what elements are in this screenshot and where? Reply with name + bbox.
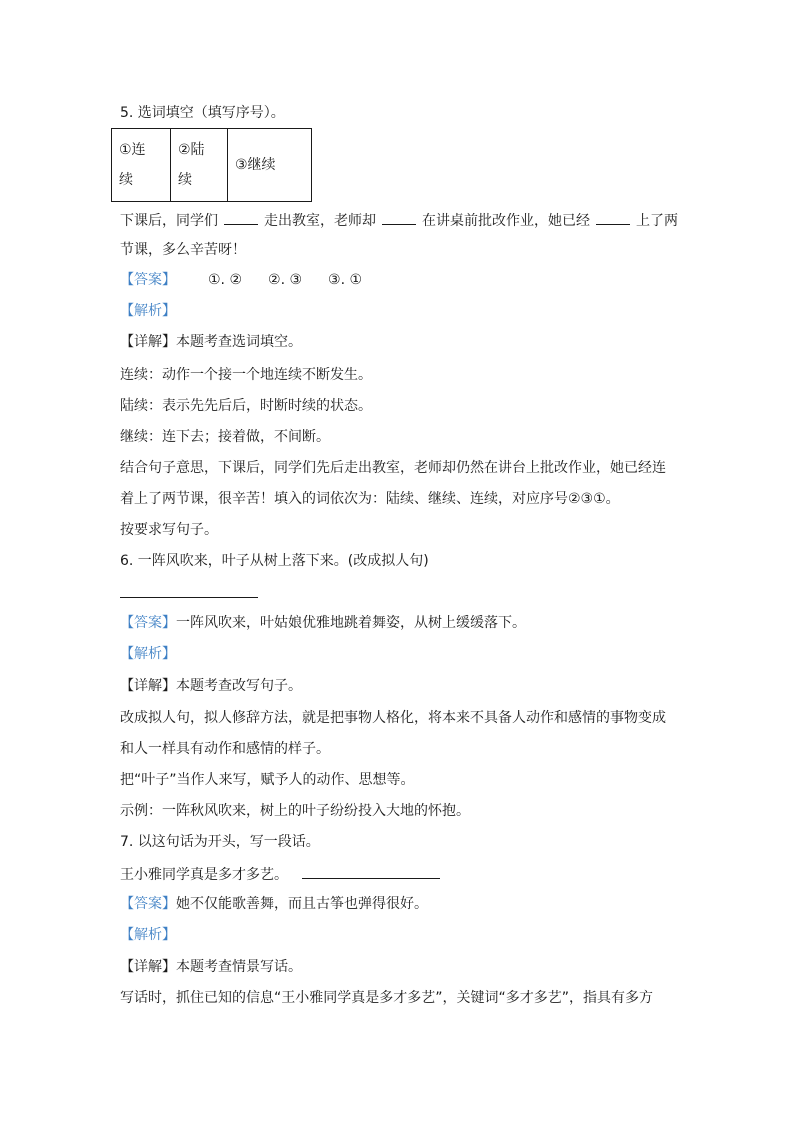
analysis-tag: 【解析】 [120, 927, 176, 943]
answer-tag: 【答案】 [120, 272, 176, 288]
question-6-answer [120, 613, 526, 633]
word-choice-table [111, 128, 312, 202]
choice-1: ①连续 [119, 142, 146, 188]
question-6-title: 6. 一阵风吹来，叶子从树上落下来。(改成拟人句) [120, 553, 429, 569]
detail-tag: 【详解】 [120, 678, 176, 694]
answer-blank-3[interactable] [596, 209, 630, 225]
detail-tag: 【详解】 [120, 959, 176, 975]
question-7-prompt [120, 863, 440, 883]
prompt-text: 王小雅同学真是多才多艺。 [120, 867, 288, 883]
explanation-line: 着上了两节课，很辛苦！填入的词依次为：陆续、继续、连续，对应序号②③①。 [120, 491, 620, 507]
choice-2: ②陆续 [178, 142, 205, 188]
explanation-line: 按要求写句子。 [120, 522, 218, 538]
analysis-tag: 【解析】 [120, 303, 176, 319]
answer-tag: 【答案】 [120, 896, 176, 912]
detail-tag: 【详解】 [120, 334, 176, 350]
question-5-detail [120, 332, 302, 352]
choice-cell-3 [228, 129, 312, 202]
question-6-answer-blank-line [120, 582, 258, 602]
detail-text: 本题考查选词填空。 [176, 334, 302, 350]
answer-option-3: ③. ① [328, 272, 363, 288]
explanation-line: 把“叶子”当作人来写，赋予人的动作、思想等。 [120, 772, 415, 788]
sentence-part-4: 上了两 [636, 213, 678, 229]
question-7-title: 7. 以这句话为开头，写一段话。 [120, 834, 320, 850]
explanation-line: 写话时，抓住已知的信息“王小雅同学真是多才多艺”，关键词“多才多艺”，指具有多方 [120, 990, 654, 1006]
explanation-line: 和人一样具有动作和感情的样子。 [120, 741, 330, 757]
sentence-part-2: 走出教室，老师却 [264, 213, 376, 229]
question-5-title: 5. 选词填空（填写序号）。 [120, 105, 285, 121]
explanation-line: 继续：连下去；接着做，不间断。 [120, 429, 330, 445]
answer-blank-1[interactable] [224, 209, 258, 225]
explanation-line: 改成拟人句，拟人修辞方法，就是把事物人格化，将本来不具备人动作和感情的事物变成 [120, 710, 666, 726]
answer-blank[interactable] [120, 582, 258, 598]
sentence-part-1: 下课后，同学们 [120, 213, 218, 229]
answer-blank-2[interactable] [382, 209, 416, 225]
explanation-line: 陆续：表示先先后后，时断时续的状态。 [120, 398, 372, 414]
question-5-sentence-line2: 节课，多么辛苦呀！ [120, 242, 246, 258]
analysis-tag: 【解析】 [120, 646, 176, 662]
choice-3: ③继续 [235, 157, 276, 173]
sentence-part-3: 在讲桌前批改作业，她已经 [422, 213, 590, 229]
explanation-line: 结合句子意思，下课后，同学们先后走出教室，老师却仍然在讲台上批改作业，她已经连 [120, 460, 666, 476]
answer-text: 一阵风吹来，叶姑娘优雅地跳着舞姿，从树上缓缓落下。 [176, 615, 526, 631]
answer-blank[interactable] [302, 863, 440, 879]
answer-option-2: ②. ③ [268, 272, 303, 288]
answer-tag: 【答案】 [120, 615, 176, 631]
question-6-detail [120, 676, 302, 696]
detail-text: 本题考查改写句子。 [176, 678, 302, 694]
answer-text: 她不仅能歌善舞，而且古筝也弹得很好。 [176, 896, 428, 912]
choice-cell-2 [171, 129, 228, 202]
choice-cell-1 [112, 129, 171, 202]
answer-option-1: ①. ② [208, 272, 243, 288]
question-7-answer [120, 894, 428, 914]
question-7-detail [120, 957, 302, 977]
detail-text: 本题考查情景写话。 [176, 959, 302, 975]
explanation-line: 连续：动作一个接一个地连续不断发生。 [120, 367, 372, 383]
question-5-answer [120, 270, 362, 290]
explanation-line: 示例：一阵秋风吹来，树上的叶子纷纷投入大地的怀抱。 [120, 803, 470, 819]
question-5-sentence [120, 209, 678, 229]
